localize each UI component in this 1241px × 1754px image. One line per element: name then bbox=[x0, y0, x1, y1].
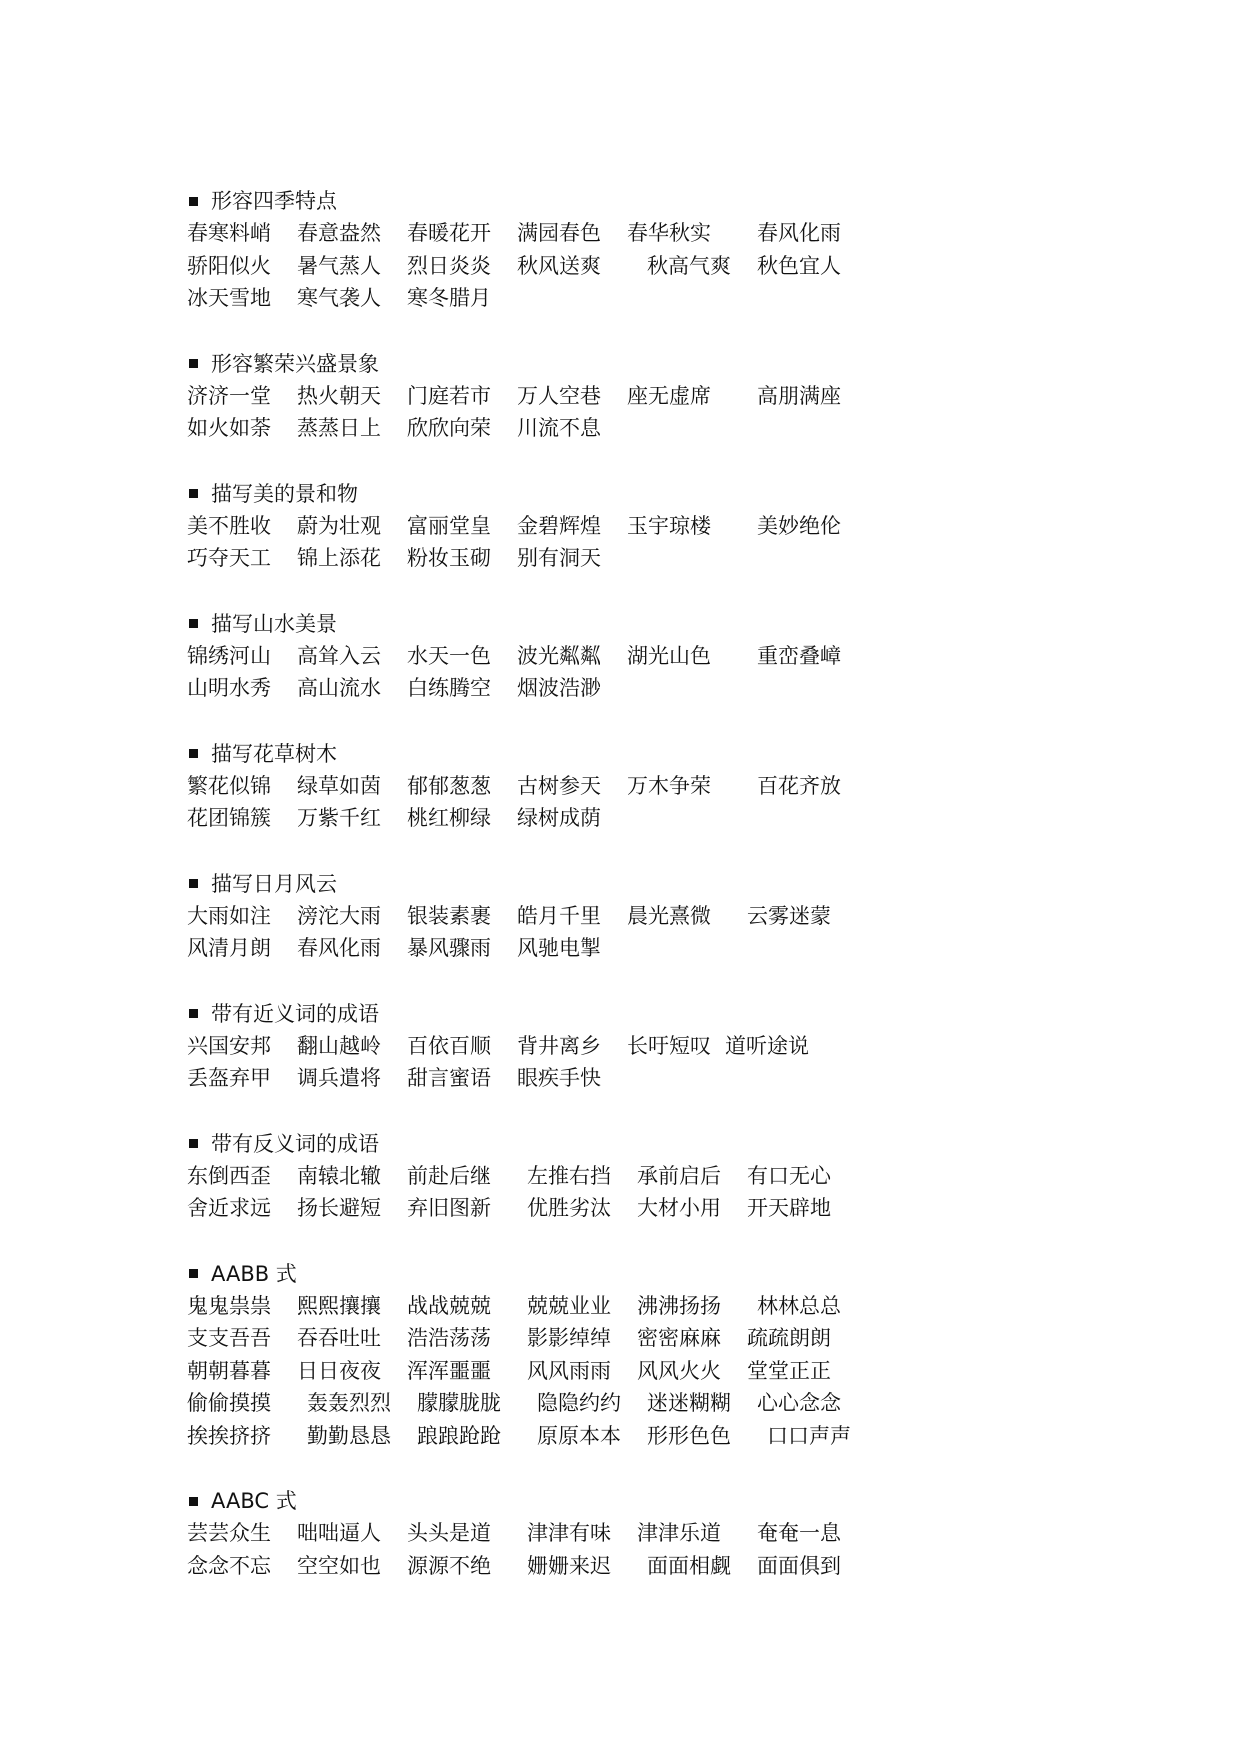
idiom: 影影绰绰 bbox=[527, 1326, 611, 1350]
idiom: 林林总总 bbox=[757, 1293, 841, 1318]
idiom: 白练腾空 bbox=[407, 676, 491, 700]
idiom: 津津乐道 bbox=[637, 1521, 721, 1545]
idiom: 骄阳似火 bbox=[187, 253, 271, 278]
idiom: 蒸蒸日上 bbox=[297, 416, 381, 440]
idiom: 面面相觑 bbox=[647, 1553, 731, 1578]
section-heading bbox=[187, 1128, 1167, 1160]
idiom-row bbox=[187, 1517, 1167, 1550]
idiom: 巧夺天工 bbox=[187, 546, 271, 570]
square-bullet-icon bbox=[189, 1009, 198, 1018]
idiom: 春寒料峭 bbox=[187, 221, 271, 245]
idiom-row bbox=[187, 282, 1167, 315]
section-heading bbox=[187, 478, 1167, 510]
section-heading bbox=[187, 738, 1167, 770]
section-title: 描写山水美景 bbox=[211, 611, 337, 636]
section-heading bbox=[187, 348, 1167, 380]
idiom: 偷偷摸摸 bbox=[187, 1391, 271, 1415]
idiom: 寒气袭人 bbox=[297, 286, 381, 310]
idiom: 皓月千里 bbox=[517, 903, 601, 928]
idiom: 万木争荣 bbox=[627, 773, 711, 798]
idiom-section bbox=[187, 738, 1167, 835]
idiom: 空空如也 bbox=[297, 1553, 381, 1578]
idiom-row bbox=[187, 1160, 1167, 1193]
idiom: 熙熙攘攘 bbox=[297, 1293, 381, 1318]
idiom: 心心念念 bbox=[757, 1391, 841, 1415]
idiom: 挨挨挤挤 bbox=[187, 1423, 271, 1448]
idiom: 百花齐放 bbox=[757, 773, 841, 798]
idiom: 风风火火 bbox=[637, 1358, 721, 1383]
idiom: 波光粼粼 bbox=[517, 643, 601, 668]
idiom-row bbox=[187, 1290, 1167, 1323]
square-bullet-icon bbox=[189, 1139, 198, 1148]
idiom: 烟波浩渺 bbox=[517, 676, 601, 700]
idiom-section bbox=[187, 868, 1167, 965]
idiom: 大材小用 bbox=[637, 1196, 721, 1220]
idiom: 支支吾吾 bbox=[187, 1326, 271, 1350]
section-title: 描写美的景和物 bbox=[211, 481, 358, 506]
idiom: 勤勤恳恳 bbox=[307, 1423, 391, 1448]
idiom: 春华秋实 bbox=[627, 221, 711, 245]
idiom: 密密麻麻 bbox=[637, 1326, 721, 1350]
idiom: 春暖花开 bbox=[407, 221, 491, 245]
idiom: 古树参天 bbox=[517, 773, 601, 798]
idiom-row bbox=[187, 1322, 1167, 1355]
idiom: 云雾迷蒙 bbox=[747, 903, 831, 928]
idiom-section bbox=[187, 608, 1167, 705]
idiom: 南辕北辙 bbox=[297, 1163, 381, 1188]
idiom-row bbox=[187, 510, 1167, 543]
section-heading bbox=[187, 998, 1167, 1030]
idiom: 高山流水 bbox=[297, 676, 381, 700]
idiom: 朦朦胧胧 bbox=[417, 1391, 501, 1415]
idiom: 姗姗来迟 bbox=[527, 1553, 611, 1578]
idiom: 朝朝暮暮 bbox=[187, 1358, 271, 1383]
idiom: 鬼鬼祟祟 bbox=[187, 1293, 271, 1318]
idiom-section bbox=[187, 998, 1167, 1095]
idiom-row bbox=[187, 672, 1167, 705]
idiom: 风清月朗 bbox=[187, 936, 271, 960]
idiom: 美妙绝伦 bbox=[757, 513, 841, 538]
idiom: 兢兢业业 bbox=[527, 1293, 611, 1318]
idiom-row bbox=[187, 802, 1167, 835]
idiom: 银装素裹 bbox=[407, 903, 491, 928]
idiom: 日日夜夜 bbox=[297, 1358, 381, 1383]
idiom-row bbox=[187, 412, 1167, 445]
idiom: 烈日炎炎 bbox=[407, 253, 491, 278]
idiom-row bbox=[187, 542, 1167, 575]
idiom: 口口声声 bbox=[767, 1423, 851, 1448]
idiom: 山明水秀 bbox=[187, 676, 271, 700]
section-heading bbox=[187, 185, 1167, 217]
idiom: 丢盔弃甲 bbox=[187, 1066, 271, 1090]
idiom: 美不胜收 bbox=[187, 513, 271, 538]
idiom: 高耸入云 bbox=[297, 643, 381, 668]
idiom-row bbox=[187, 640, 1167, 673]
idiom-row bbox=[187, 1030, 1167, 1063]
idiom: 奄奄一息 bbox=[757, 1521, 841, 1545]
section-title: 描写花草树木 bbox=[211, 741, 337, 766]
idiom: 暴风骤雨 bbox=[407, 936, 491, 960]
idiom-row bbox=[187, 932, 1167, 965]
idiom-section bbox=[187, 1485, 1167, 1582]
section-title: 带有近义词的成语 bbox=[211, 1001, 379, 1026]
idiom: 舍近求远 bbox=[187, 1196, 271, 1220]
idiom: 源源不绝 bbox=[407, 1553, 491, 1578]
idiom: 道听途说 bbox=[725, 1033, 809, 1058]
idiom: 锦绣河山 bbox=[187, 643, 271, 668]
idiom: 水天一色 bbox=[407, 643, 491, 668]
idiom-sections bbox=[187, 185, 1167, 1582]
idiom: 满园春色 bbox=[517, 221, 601, 245]
idiom: 富丽堂皇 bbox=[407, 513, 491, 538]
section-heading bbox=[187, 1258, 1167, 1290]
section-title: AABC 式 bbox=[211, 1489, 297, 1513]
idiom: 兴国安邦 bbox=[187, 1033, 271, 1058]
idiom: 春风化雨 bbox=[297, 936, 381, 960]
idiom: 寒冬腊月 bbox=[407, 286, 491, 310]
idiom-row bbox=[187, 250, 1167, 283]
idiom: 济济一堂 bbox=[187, 383, 271, 408]
idiom: 百依百顺 bbox=[407, 1033, 491, 1058]
idiom: 花团锦簇 bbox=[187, 806, 271, 830]
idiom: 绿树成荫 bbox=[517, 806, 601, 830]
square-bullet-icon bbox=[189, 359, 198, 368]
section-heading bbox=[187, 1485, 1167, 1517]
square-bullet-icon bbox=[189, 489, 198, 498]
idiom: 座无虚席 bbox=[627, 383, 711, 408]
idiom: 锦上添花 bbox=[297, 546, 381, 570]
idiom: 翻山越岭 bbox=[297, 1033, 381, 1058]
idiom: 郁郁葱葱 bbox=[407, 773, 491, 798]
idiom: 玉宇琼楼 bbox=[627, 513, 711, 538]
idiom: 头头是道 bbox=[407, 1521, 491, 1545]
idiom: 开天辟地 bbox=[747, 1196, 831, 1220]
idiom-section bbox=[187, 1258, 1167, 1453]
idiom: 左推右挡 bbox=[527, 1163, 611, 1188]
idiom: 金碧辉煌 bbox=[517, 513, 601, 538]
idiom: 咄咄逼人 bbox=[297, 1521, 381, 1545]
idiom-row bbox=[187, 1550, 1167, 1583]
idiom: 眼疾手快 bbox=[517, 1066, 601, 1090]
document-page bbox=[187, 185, 1167, 1615]
idiom: 原原本本 bbox=[537, 1423, 621, 1448]
idiom: 形形色色 bbox=[647, 1423, 731, 1448]
idiom: 轰轰烈烈 bbox=[307, 1391, 391, 1415]
idiom: 迷迷糊糊 bbox=[647, 1391, 731, 1415]
section-title: 带有反义词的成语 bbox=[211, 1131, 379, 1156]
idiom: 有口无心 bbox=[747, 1163, 831, 1188]
section-heading bbox=[187, 608, 1167, 640]
square-bullet-icon bbox=[189, 197, 198, 206]
idiom: 门庭若市 bbox=[407, 383, 491, 408]
idiom: 秋色宜人 bbox=[757, 253, 841, 278]
square-bullet-icon bbox=[189, 619, 198, 628]
idiom: 重峦叠嶂 bbox=[757, 643, 841, 668]
idiom-row bbox=[187, 1192, 1167, 1225]
idiom: 承前启后 bbox=[637, 1163, 721, 1188]
idiom: 风风雨雨 bbox=[527, 1358, 611, 1383]
square-bullet-icon bbox=[189, 1497, 198, 1506]
idiom: 冰天雪地 bbox=[187, 286, 271, 310]
idiom: 春意盎然 bbox=[297, 221, 381, 245]
idiom: 秋高气爽 bbox=[647, 253, 731, 278]
idiom: 晨光熹微 bbox=[627, 903, 711, 928]
idiom: 春风化雨 bbox=[757, 221, 841, 245]
idiom: 湖光山色 bbox=[627, 643, 711, 668]
idiom: 战战兢兢 bbox=[407, 1293, 491, 1318]
idiom: 面面俱到 bbox=[757, 1553, 841, 1578]
idiom: 弃旧图新 bbox=[407, 1196, 491, 1220]
idiom: 风驰电掣 bbox=[517, 936, 601, 960]
idiom: 秋风送爽 bbox=[517, 253, 601, 278]
idiom: 沸沸扬扬 bbox=[637, 1293, 721, 1318]
idiom: 隐隐约约 bbox=[537, 1391, 621, 1415]
idiom: 念念不忘 bbox=[187, 1553, 271, 1578]
idiom: 繁花似锦 bbox=[187, 773, 271, 798]
section-title: AABB 式 bbox=[211, 1261, 297, 1286]
idiom-row bbox=[187, 1420, 1167, 1453]
idiom: 桃红柳绿 bbox=[407, 806, 491, 830]
idiom-row bbox=[187, 770, 1167, 803]
square-bullet-icon bbox=[189, 879, 198, 888]
idiom-section bbox=[187, 348, 1167, 445]
section-title: 形容四季特点 bbox=[211, 189, 337, 213]
idiom: 暑气蒸人 bbox=[297, 253, 381, 278]
idiom: 堂堂正正 bbox=[747, 1358, 831, 1383]
idiom: 浩浩荡荡 bbox=[407, 1326, 491, 1350]
idiom-row bbox=[187, 1355, 1167, 1388]
idiom: 芸芸众生 bbox=[187, 1521, 271, 1545]
idiom: 高朋满座 bbox=[757, 383, 841, 408]
square-bullet-icon bbox=[189, 749, 198, 758]
idiom: 绿草如茵 bbox=[297, 773, 381, 798]
idiom: 浑浑噩噩 bbox=[407, 1358, 491, 1383]
idiom: 万人空巷 bbox=[517, 383, 601, 408]
idiom: 疏疏朗朗 bbox=[747, 1326, 831, 1350]
idiom: 热火朝天 bbox=[297, 383, 381, 408]
idiom: 长吁短叹 bbox=[627, 1033, 711, 1058]
idiom: 扬长避短 bbox=[297, 1196, 381, 1220]
idiom: 调兵遣将 bbox=[297, 1066, 381, 1090]
idiom-row bbox=[187, 1062, 1167, 1095]
idiom-row bbox=[187, 217, 1167, 250]
idiom: 滂沱大雨 bbox=[297, 903, 381, 928]
idiom: 踉踉跄跄 bbox=[417, 1423, 501, 1448]
idiom: 前赴后继 bbox=[407, 1163, 491, 1188]
idiom: 蔚为壮观 bbox=[297, 513, 381, 538]
idiom: 川流不息 bbox=[517, 416, 601, 440]
idiom: 欣欣向荣 bbox=[407, 416, 491, 440]
idiom: 大雨如注 bbox=[187, 903, 271, 928]
section-heading bbox=[187, 868, 1167, 900]
idiom: 粉妆玉砌 bbox=[407, 546, 491, 570]
idiom: 优胜劣汰 bbox=[527, 1196, 611, 1220]
idiom-row bbox=[187, 1387, 1167, 1420]
idiom: 背井离乡 bbox=[517, 1033, 601, 1058]
idiom: 东倒西歪 bbox=[187, 1163, 271, 1188]
idiom-row bbox=[187, 900, 1167, 933]
idiom-row bbox=[187, 380, 1167, 413]
idiom: 别有洞天 bbox=[517, 546, 601, 570]
idiom-section bbox=[187, 185, 1167, 315]
idiom: 吞吞吐吐 bbox=[297, 1326, 381, 1350]
idiom: 甜言蜜语 bbox=[407, 1066, 491, 1090]
section-title: 形容繁荣兴盛景象 bbox=[211, 351, 379, 376]
idiom-section bbox=[187, 1128, 1167, 1225]
idiom: 如火如荼 bbox=[187, 416, 271, 440]
idiom: 津津有味 bbox=[527, 1521, 611, 1545]
idiom-section bbox=[187, 478, 1167, 575]
section-title: 描写日月风云 bbox=[211, 871, 337, 896]
square-bullet-icon bbox=[189, 1269, 198, 1278]
idiom: 万紫千红 bbox=[297, 806, 381, 830]
